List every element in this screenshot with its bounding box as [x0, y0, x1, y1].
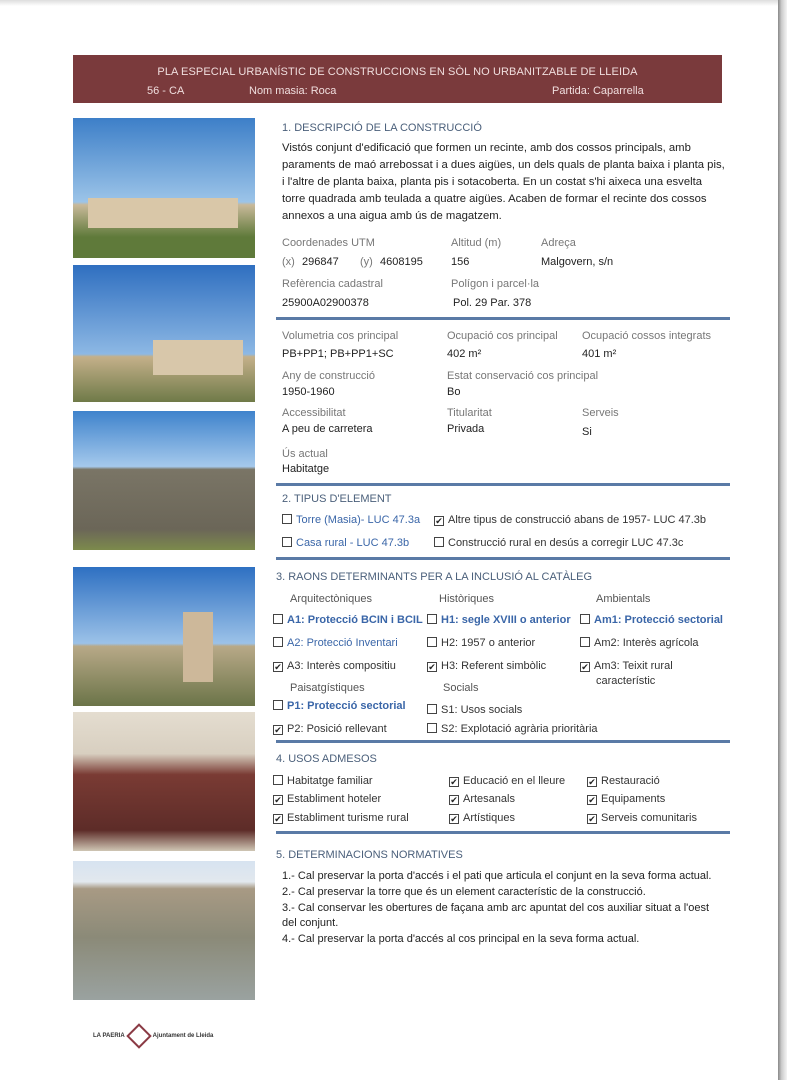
photo-1	[73, 118, 255, 258]
checkbox-label: Establiment hoteler	[287, 793, 382, 805]
page-edge	[778, 0, 787, 1080]
year: 1950-1960	[282, 386, 335, 398]
footer-right: Ajuntament de Lleida	[152, 1033, 214, 1039]
utm-x: 296847	[302, 256, 339, 268]
footer-left: LA PAERIA	[93, 1033, 125, 1039]
checkbox-empty-icon[interactable]	[273, 614, 283, 624]
checkbox-label: Torre (Masia)- LUC 47.3a	[296, 514, 421, 526]
checkbox-empty-icon[interactable]	[282, 537, 292, 547]
category-social: Socials	[443, 682, 479, 694]
checkbox-label: Establiment turisme rural	[287, 812, 409, 824]
checkbox-label: Restauració	[601, 775, 660, 787]
cadastral: 25900A02900378	[282, 297, 369, 309]
checkbox-item[interactable]	[273, 660, 396, 672]
checkbox-item[interactable]	[273, 793, 381, 805]
checkbox-label: Artesanals	[463, 793, 515, 805]
checkbox-checked-icon[interactable]: ✔	[450, 795, 458, 805]
checkbox-checked-icon[interactable]: ✔	[274, 662, 282, 672]
checkbox-label: Equipaments	[601, 793, 666, 805]
checkbox-checked-icon[interactable]: ✔	[588, 777, 596, 787]
checkbox-checked-icon[interactable]: ✔	[274, 814, 282, 824]
checkbox-empty-icon[interactable]	[580, 637, 590, 647]
checkbox-label: Am1: Protecció sectorial	[594, 614, 723, 626]
checkbox-empty-icon[interactable]	[427, 614, 437, 624]
checkbox-item[interactable]	[273, 812, 409, 824]
checkbox-item[interactable]	[282, 514, 420, 526]
section-2-title: 2. TIPUS D'ELEMENT	[282, 493, 392, 505]
checkbox-checked-icon[interactable]: ✔	[428, 662, 436, 672]
photo-4	[73, 567, 255, 706]
checkbox-item[interactable]	[449, 775, 565, 787]
checkbox-item[interactable]	[273, 637, 398, 649]
regulation-item: 2.- Cal preservar la torre que és un element característic de la construcció.	[282, 886, 646, 898]
section-1-title: 1. DESCRIPCIÓ DE LA CONSTRUCCIÓ	[282, 122, 482, 134]
divider	[276, 557, 730, 560]
section-5-title: 5. DETERMINACIONS NORMATIVES	[276, 849, 463, 861]
checkbox-item[interactable]	[427, 614, 571, 626]
checkbox-checked-icon[interactable]: ✔	[581, 662, 589, 672]
photo-6	[73, 861, 255, 1000]
ownership: Privada	[447, 423, 485, 435]
checkbox-label: Am2: Interès agrícola	[594, 637, 699, 649]
checkbox-checked-icon[interactable]: ✔	[588, 795, 596, 805]
checkbox-empty-icon[interactable]	[434, 537, 444, 547]
checkbox-checked-icon[interactable]: ✔	[435, 516, 443, 526]
checkbox-item[interactable]	[580, 614, 723, 626]
category-architectural: Arquitectòniques	[290, 593, 372, 605]
document-title: PLA ESPECIAL URBANÍSTIC DE CONSTRUCCIONS EN SÒL NO URBANITZABLE DE LLEIDA	[157, 66, 638, 78]
use: Habitatge	[282, 463, 330, 475]
checkbox-item[interactable]	[449, 793, 515, 805]
checkbox-item[interactable]	[587, 812, 697, 824]
checkbox-label: P1: Protecció sectorial	[287, 700, 406, 712]
checkbox-label: A1: Protecció BCIN i BCIL	[287, 614, 423, 626]
divider	[276, 483, 730, 486]
regulation-item: 4.- Cal preservar la porta d'accés al cos principal en la seva forma actual.	[282, 933, 640, 945]
checkbox-label: Am3: Teixit rural	[594, 660, 673, 672]
access: A peu de carretera	[282, 423, 373, 435]
checkbox-label: S1: Usos socials	[441, 704, 523, 716]
checkbox-checked-icon[interactable]: ✔	[274, 795, 282, 805]
checkbox-empty-icon[interactable]	[282, 514, 292, 524]
divider	[276, 831, 730, 834]
checkbox-label: Educació en el lleure	[463, 775, 566, 787]
photo-2	[73, 265, 255, 402]
code: 56 - CA	[147, 85, 185, 97]
partida: Partida: Caparrella	[552, 85, 644, 97]
divider	[276, 317, 730, 320]
checkbox-item[interactable]	[587, 775, 660, 787]
volume-label: Volumetria cos principal	[282, 330, 399, 342]
checkbox-label: A3: Interès compositiu	[287, 660, 396, 672]
ownership-label: Titularitat	[447, 407, 492, 419]
paeria-logo-icon	[126, 1023, 151, 1048]
checkbox-label: S2: Explotació agrària prioritària	[441, 723, 598, 735]
occupation-main: 402 m²	[447, 348, 482, 360]
section-4-title: 4. USOS ADMESOS	[276, 753, 377, 765]
regulation-item: 1.- Cal preservar la porta d'accés i el pati que articula el conjunt en la seva forma actual.	[282, 870, 712, 882]
checkbox-item[interactable]	[427, 704, 522, 716]
checkbox-item[interactable]	[434, 514, 706, 526]
checkbox-empty-icon[interactable]	[273, 637, 283, 647]
checkbox-label: H3: Referent simbòlic	[441, 660, 547, 672]
checkbox-label: Serveis comunitaris	[601, 812, 697, 824]
services-label: Serveis	[582, 407, 619, 419]
checkbox-item[interactable]	[580, 660, 673, 672]
checkbox-label: Artístiques	[463, 812, 515, 824]
regulations-list	[282, 869, 722, 948]
checkbox-empty-icon[interactable]	[273, 775, 283, 785]
polygon: Pol. 29 Par. 378	[453, 297, 532, 309]
occupation-integrated-label: Ocupació cossos integrats	[582, 330, 712, 342]
regulation-item: 3.- Cal conservar les obertures de façana amb arc apuntat del cos auxiliar situat a l'oest del conjunt.	[282, 902, 710, 929]
occupation-integrated: 401 m²	[582, 348, 617, 360]
checkbox-empty-icon[interactable]	[427, 704, 437, 714]
checkbox-item[interactable]	[587, 793, 665, 805]
services: Si	[582, 426, 592, 438]
checkbox-item[interactable]	[273, 775, 373, 787]
utm-x-label: (x)	[282, 256, 295, 268]
checkbox-item[interactable]	[273, 700, 406, 712]
am3-continuation: característic	[596, 675, 656, 687]
checkbox-item[interactable]	[282, 537, 409, 549]
photo-5	[73, 712, 255, 851]
checkbox-label: Altre tipus de construcció abans de 1957- LUC 47.3b	[448, 514, 707, 526]
checkbox-item[interactable]	[449, 812, 515, 824]
checkbox-label: Habitatge familiar	[287, 775, 373, 787]
checkbox-label: A2: Protecció Inventari	[287, 637, 398, 649]
address-label: Adreça	[541, 237, 576, 249]
year-label: Any de construcció	[282, 370, 375, 382]
polygon-label: Polígon i parcel·la	[451, 278, 540, 290]
altitude: 156	[451, 256, 470, 268]
checkbox-empty-icon[interactable]	[427, 723, 437, 733]
checkbox-label: Construcció rural en desús a corregir LUC 47.3c	[448, 537, 684, 549]
state-label: Estat conservació cos principal	[447, 370, 599, 382]
checkbox-item[interactable]	[273, 723, 387, 735]
checkbox-label: P2: Posició rellevant	[287, 723, 387, 735]
utm-y-label: (y)	[360, 256, 373, 268]
divider	[276, 740, 730, 743]
address: Malgovern, s/n	[541, 256, 614, 268]
checkbox-empty-icon[interactable]	[427, 637, 437, 647]
cadastral-label: Refèrencia cadastral	[282, 278, 383, 290]
category-landscape: Paisatgístiques	[290, 682, 365, 694]
category-historical: Històriques	[439, 593, 495, 605]
access-label: Accessibilitat	[282, 407, 346, 419]
checkbox-item[interactable]	[580, 637, 699, 649]
checkbox-checked-icon[interactable]: ✔	[450, 777, 458, 787]
checkbox-label: H2: 1957 o anterior	[441, 637, 536, 649]
checkbox-item[interactable]	[427, 660, 546, 672]
checkbox-checked-icon[interactable]: ✔	[450, 814, 458, 824]
checkbox-empty-icon[interactable]	[273, 700, 283, 710]
checkbox-item[interactable]	[427, 723, 598, 735]
section-3-title: 3. RAONS DETERMINANTS PER A LA INCLUSIÓ AL CATÀLEG	[276, 571, 593, 583]
checkbox-label: H1: segle XVIII o anterior	[441, 614, 571, 626]
altitude-label: Altitud (m)	[451, 237, 502, 249]
state: Bo	[447, 386, 461, 398]
description-text: Vistós conjunt d'edificació que formen un recinte, amb dos cossos principals, amb paraments de maó arrebossat i a dues aigües, un dels quals de planta baixa i planta pis, i l'altre de planta baixa, planta pis i sotacoberta. En un costat s'hi aixeca una esvelta torre quadrada amb teulada a quatre aigües. Acaben de formar el recinte dos cossos annexos a una aigua amb ús de magatzem.	[282, 142, 725, 222]
use-label: Ús actual	[282, 448, 328, 460]
checkbox-item[interactable]	[273, 614, 423, 626]
category-environmental: Ambientals	[596, 593, 651, 605]
checkbox-checked-icon[interactable]: ✔	[588, 814, 596, 824]
utm-label: Coordenades UTM	[282, 237, 375, 249]
header-banner	[73, 55, 722, 103]
volume: PB+PP1; PB+PP1+SC	[282, 348, 394, 360]
scan-shadow	[0, 0, 787, 6]
checkbox-item[interactable]	[434, 537, 683, 549]
photo-3	[73, 411, 255, 550]
checkbox-empty-icon[interactable]	[580, 614, 590, 624]
footer	[93, 1027, 213, 1045]
checkbox-checked-icon[interactable]: ✔	[274, 725, 282, 735]
masia-name: Nom masia: Roca	[249, 85, 337, 97]
checkbox-item[interactable]	[427, 637, 535, 649]
checkbox-label: Casa rural - LUC 47.3b	[296, 537, 410, 549]
occupation-main-label: Ocupació cos principal	[447, 330, 558, 342]
utm-y: 4608195	[380, 256, 423, 268]
